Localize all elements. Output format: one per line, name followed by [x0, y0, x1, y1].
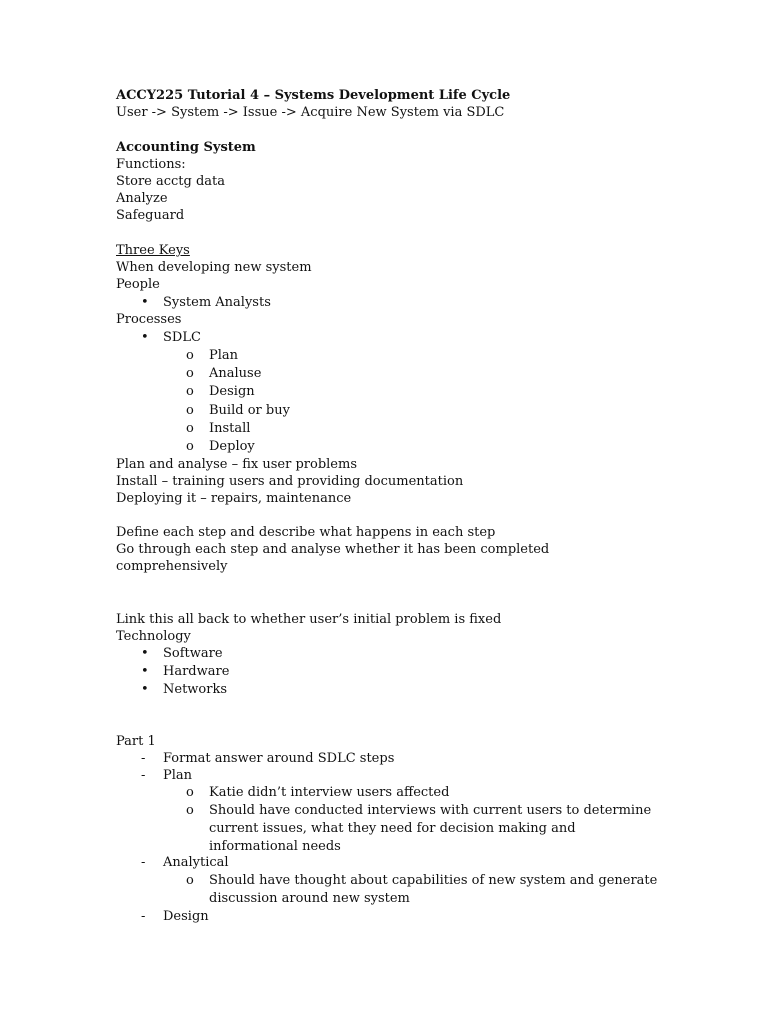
- circle-marker: o: [186, 403, 194, 418]
- tech-item: Hardware: [163, 664, 230, 679]
- tech-item: Networks: [163, 682, 228, 697]
- technology-label: Technology: [116, 629, 191, 644]
- circle-marker: o: [186, 873, 194, 888]
- flow-line: User -> System -> Issue -> Acquire New System via SDLC: [116, 105, 505, 120]
- sdlc-step: Deploy: [209, 439, 255, 454]
- dash-marker: -: [141, 768, 146, 783]
- circle-marker: o: [186, 348, 194, 363]
- tech-item: Software: [163, 646, 223, 661]
- circle-marker: o: [186, 366, 194, 381]
- function-item: Safeguard: [116, 208, 185, 223]
- define-line: Define each step and describe what happens in each step: [116, 525, 496, 540]
- plan-sub-item-cont: current issues, what they need for decision making and: [209, 821, 576, 836]
- processes-label: Processes: [116, 312, 182, 327]
- dash-marker: -: [141, 855, 146, 870]
- function-item: Analyze: [116, 191, 168, 206]
- people-item: System Analysts: [163, 295, 271, 310]
- dash-marker: -: [141, 751, 146, 766]
- analytical-sub-item: Should have thought about capabilities of new system and generate: [209, 873, 658, 888]
- link-back-line: Link this all back to whether user’s initial problem is fixed: [116, 612, 502, 627]
- bullet-marker: •: [141, 330, 149, 345]
- circle-marker: o: [186, 384, 194, 399]
- plan-sub-item: Katie didn’t interview users affected: [209, 785, 450, 800]
- sdlc-step: Design: [209, 384, 255, 399]
- circle-marker: o: [186, 439, 194, 454]
- when-developing-line: When developing new system: [116, 260, 312, 275]
- function-item: Store acctg data: [116, 174, 226, 189]
- circle-marker: o: [186, 421, 194, 436]
- circle-marker: o: [186, 803, 194, 818]
- part1-item: Analytical: [163, 855, 229, 870]
- bullet-marker: •: [141, 295, 149, 310]
- bullet-marker: •: [141, 682, 149, 697]
- bullet-marker: •: [141, 664, 149, 679]
- accounting-system-heading: Accounting System: [116, 140, 256, 155]
- people-label: People: [116, 277, 160, 292]
- part1-item: Design: [163, 909, 209, 924]
- sdlc-step: Analuse: [209, 366, 262, 381]
- sdlc-step: Plan: [209, 348, 239, 363]
- note-line: Deploying it – repairs, maintenance: [116, 491, 352, 506]
- analytical-sub-item-cont: discussion around new system: [209, 891, 410, 906]
- go-through-line-cont: comprehensively: [116, 559, 228, 574]
- sdlc-step: Install: [209, 421, 251, 436]
- go-through-line: Go through each step and analyse whether it has been completed: [116, 542, 550, 557]
- part1-heading: Part 1: [116, 734, 156, 749]
- plan-sub-item-cont: informational needs: [209, 839, 341, 854]
- three-keys-heading: Three Keys: [116, 243, 190, 258]
- document-title: ACCY225 Tutorial 4 – Systems Development Life Cycle: [116, 88, 511, 103]
- bullet-marker: •: [141, 646, 149, 661]
- circle-marker: o: [186, 785, 194, 800]
- plan-sub-item: Should have conducted interviews with current users to determine: [209, 803, 652, 818]
- dash-marker: -: [141, 909, 146, 924]
- functions-label: Functions:: [116, 157, 186, 172]
- part1-item: Plan: [163, 768, 193, 783]
- part1-item: Format answer around SDLC steps: [163, 751, 395, 766]
- sdlc-step: Build or buy: [209, 403, 290, 418]
- note-line: Plan and analyse – fix user problems: [116, 457, 357, 472]
- note-line: Install – training users and providing documentation: [116, 474, 464, 489]
- processes-item: SDLC: [163, 330, 201, 345]
